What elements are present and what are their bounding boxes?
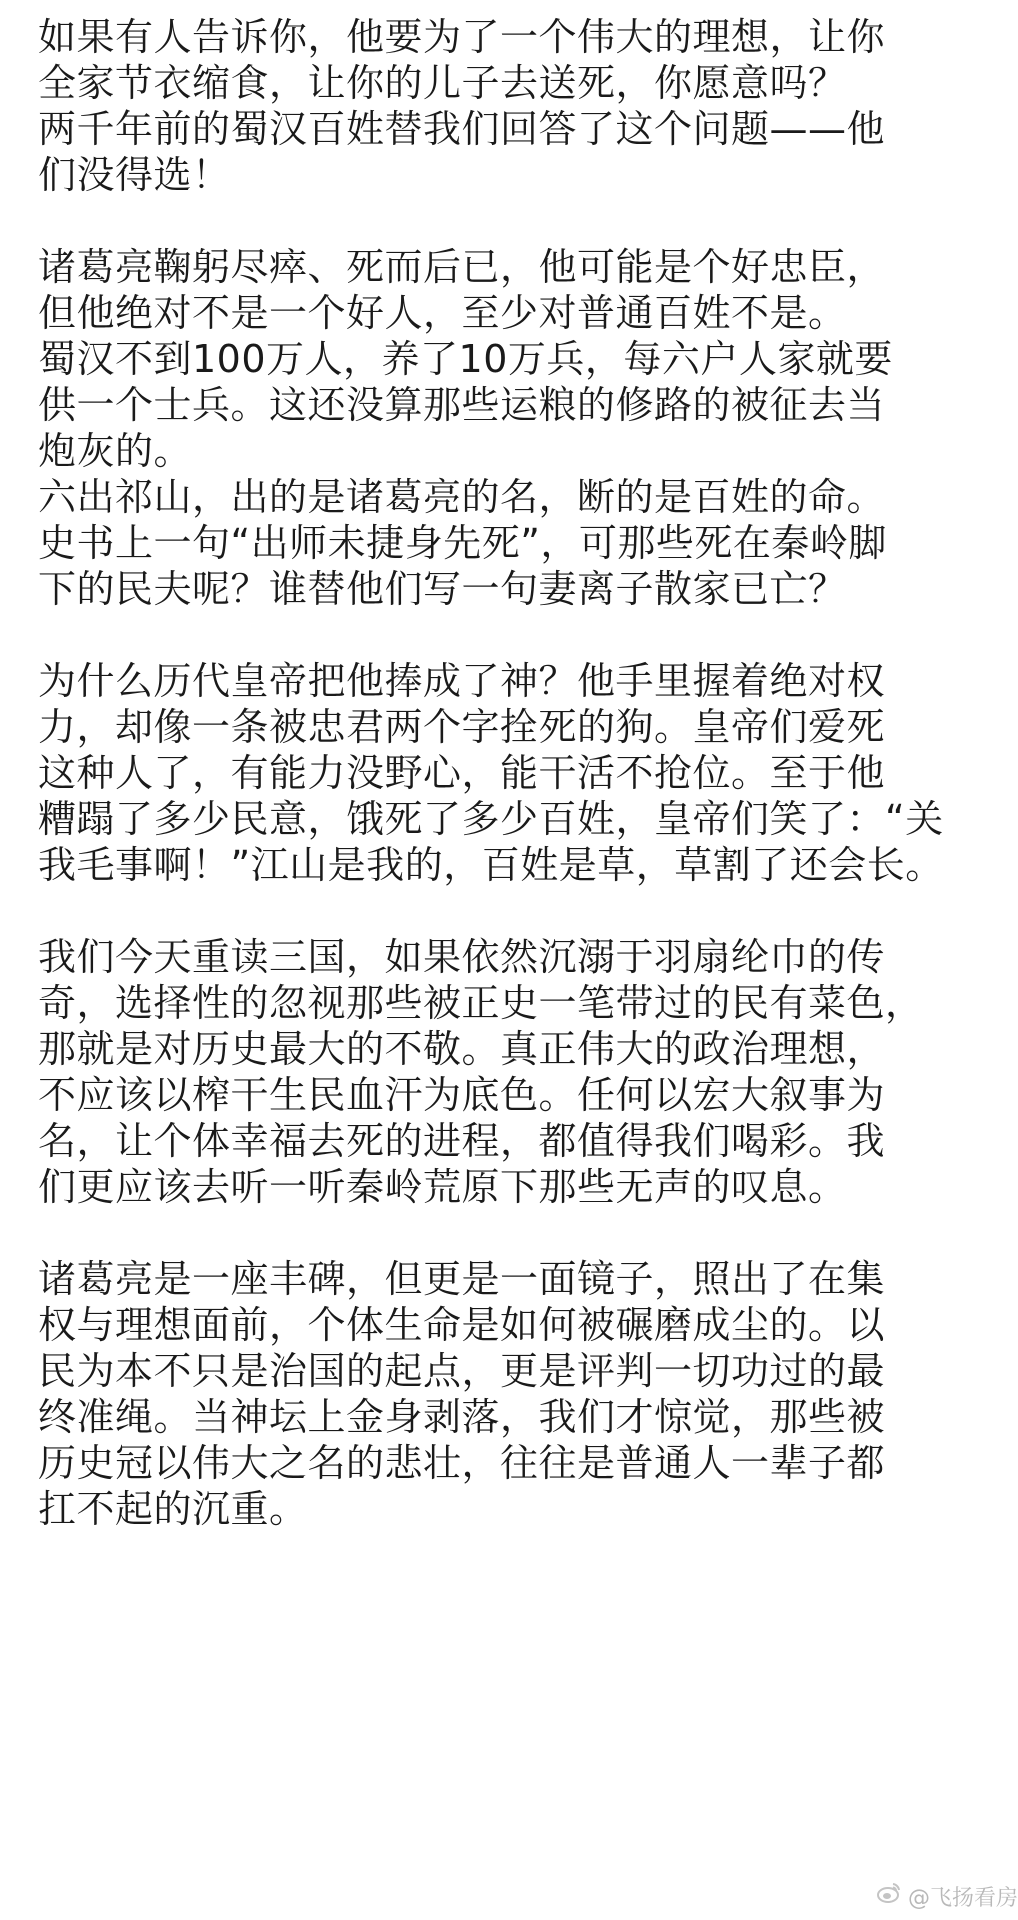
text-line: 力，却像一条被忠君两个字拴死的狗。皇帝们爱死 [38, 705, 886, 749]
text-line: 终准绳。当神坛上金身剥落，我们才惊觉，那些被 [38, 1395, 886, 1439]
text-line: 民为本不只是治国的起点，更是评判一切功过的最 [38, 1349, 886, 1393]
text-line: 两千年前的蜀汉百姓替我们回答了这个问题——他 [38, 107, 886, 151]
text-line: 那就是对历史最大的不敬。真正伟大的政治理想， [38, 1027, 886, 1071]
watermark [876, 1880, 1018, 1912]
text-line: 六出祁山，出的是诸葛亮的名，断的是百姓的命。 [38, 475, 886, 519]
text-line: 名，让个体幸福去死的进程，都值得我们喝彩。我 [38, 1119, 886, 1163]
text-line: 蜀汉不到100万人，养了10万兵，每六户人家就要 [38, 337, 893, 381]
paragraph-spacer [38, 198, 998, 244]
paragraph-2 [38, 244, 998, 612]
paragraph-3 [38, 658, 998, 888]
text-line: 这种人了，有能力没野心，能干活不抢位。至于他 [38, 751, 886, 795]
text-line: 权与理想面前，个体生命是如何被碾磨成尘的。以 [38, 1303, 886, 1347]
watermark-text: @飞扬看房 [907, 1885, 1018, 1911]
text-line: 奇，选择性的忽视那些被正史一笔带过的民有菜色， [38, 981, 924, 1025]
text-line: 炮灰的。 [38, 429, 193, 473]
text-line: 历史冠以伟大之名的悲壮，往往是普通人一辈子都 [38, 1441, 886, 1485]
paragraph-spacer [38, 612, 998, 658]
text-line: 糟蹋了多少民意，饿死了多少百姓，皇帝们笑了：“关 [38, 797, 944, 841]
text-line: 史书上一句“出师未捷身先死”，可那些死在秦岭脚 [38, 521, 887, 565]
text-line: 下的民夫呢？谁替他们写一句妻离子散家已亡？ [38, 567, 847, 611]
paragraph-spacer [38, 1210, 998, 1256]
text-line: 供一个士兵。这还没算那些运粮的修路的被征去当 [38, 383, 886, 427]
text-line: 如果有人告诉你，他要为了一个伟大的理想，让你 [38, 15, 886, 59]
paragraph-5 [38, 1256, 998, 1532]
text-line: 们更应该去听一听秦岭荒原下那些无声的叹息。 [38, 1165, 847, 1209]
text-line: 不应该以榨干生民血汗为底色。任何以宏大叙事为 [38, 1073, 886, 1117]
text-line: 诸葛亮是一座丰碑，但更是一面镜子，照出了在集 [38, 1257, 886, 1301]
text-line: 我们今天重读三国，如果依然沉溺于羽扇纶巾的传 [38, 935, 886, 979]
text-line: 我毛事啊！”江山是我的，百姓是草，草割了还会长。 [38, 843, 944, 887]
text-line: 扛不起的沉重。 [38, 1487, 308, 1531]
text-line: 为什么历代皇帝把他捧成了神？他手里握着绝对权 [38, 659, 886, 703]
text-line: 但他绝对不是一个好人，至少对普通百姓不是。 [38, 291, 847, 335]
paragraph-4 [38, 934, 998, 1210]
weibo-logo-icon [876, 1880, 902, 1912]
paragraph-1 [38, 14, 998, 198]
paragraph-spacer [38, 888, 998, 934]
article-body [38, 14, 998, 1532]
text-line: 诸葛亮鞠躬尽瘁、死而后已，他可能是个好忠臣， [38, 245, 886, 289]
text-line: 们没得选！ [38, 153, 231, 197]
text-line: 全家节衣缩食，让你的儿子去送死，你愿意吗？ [38, 61, 847, 105]
